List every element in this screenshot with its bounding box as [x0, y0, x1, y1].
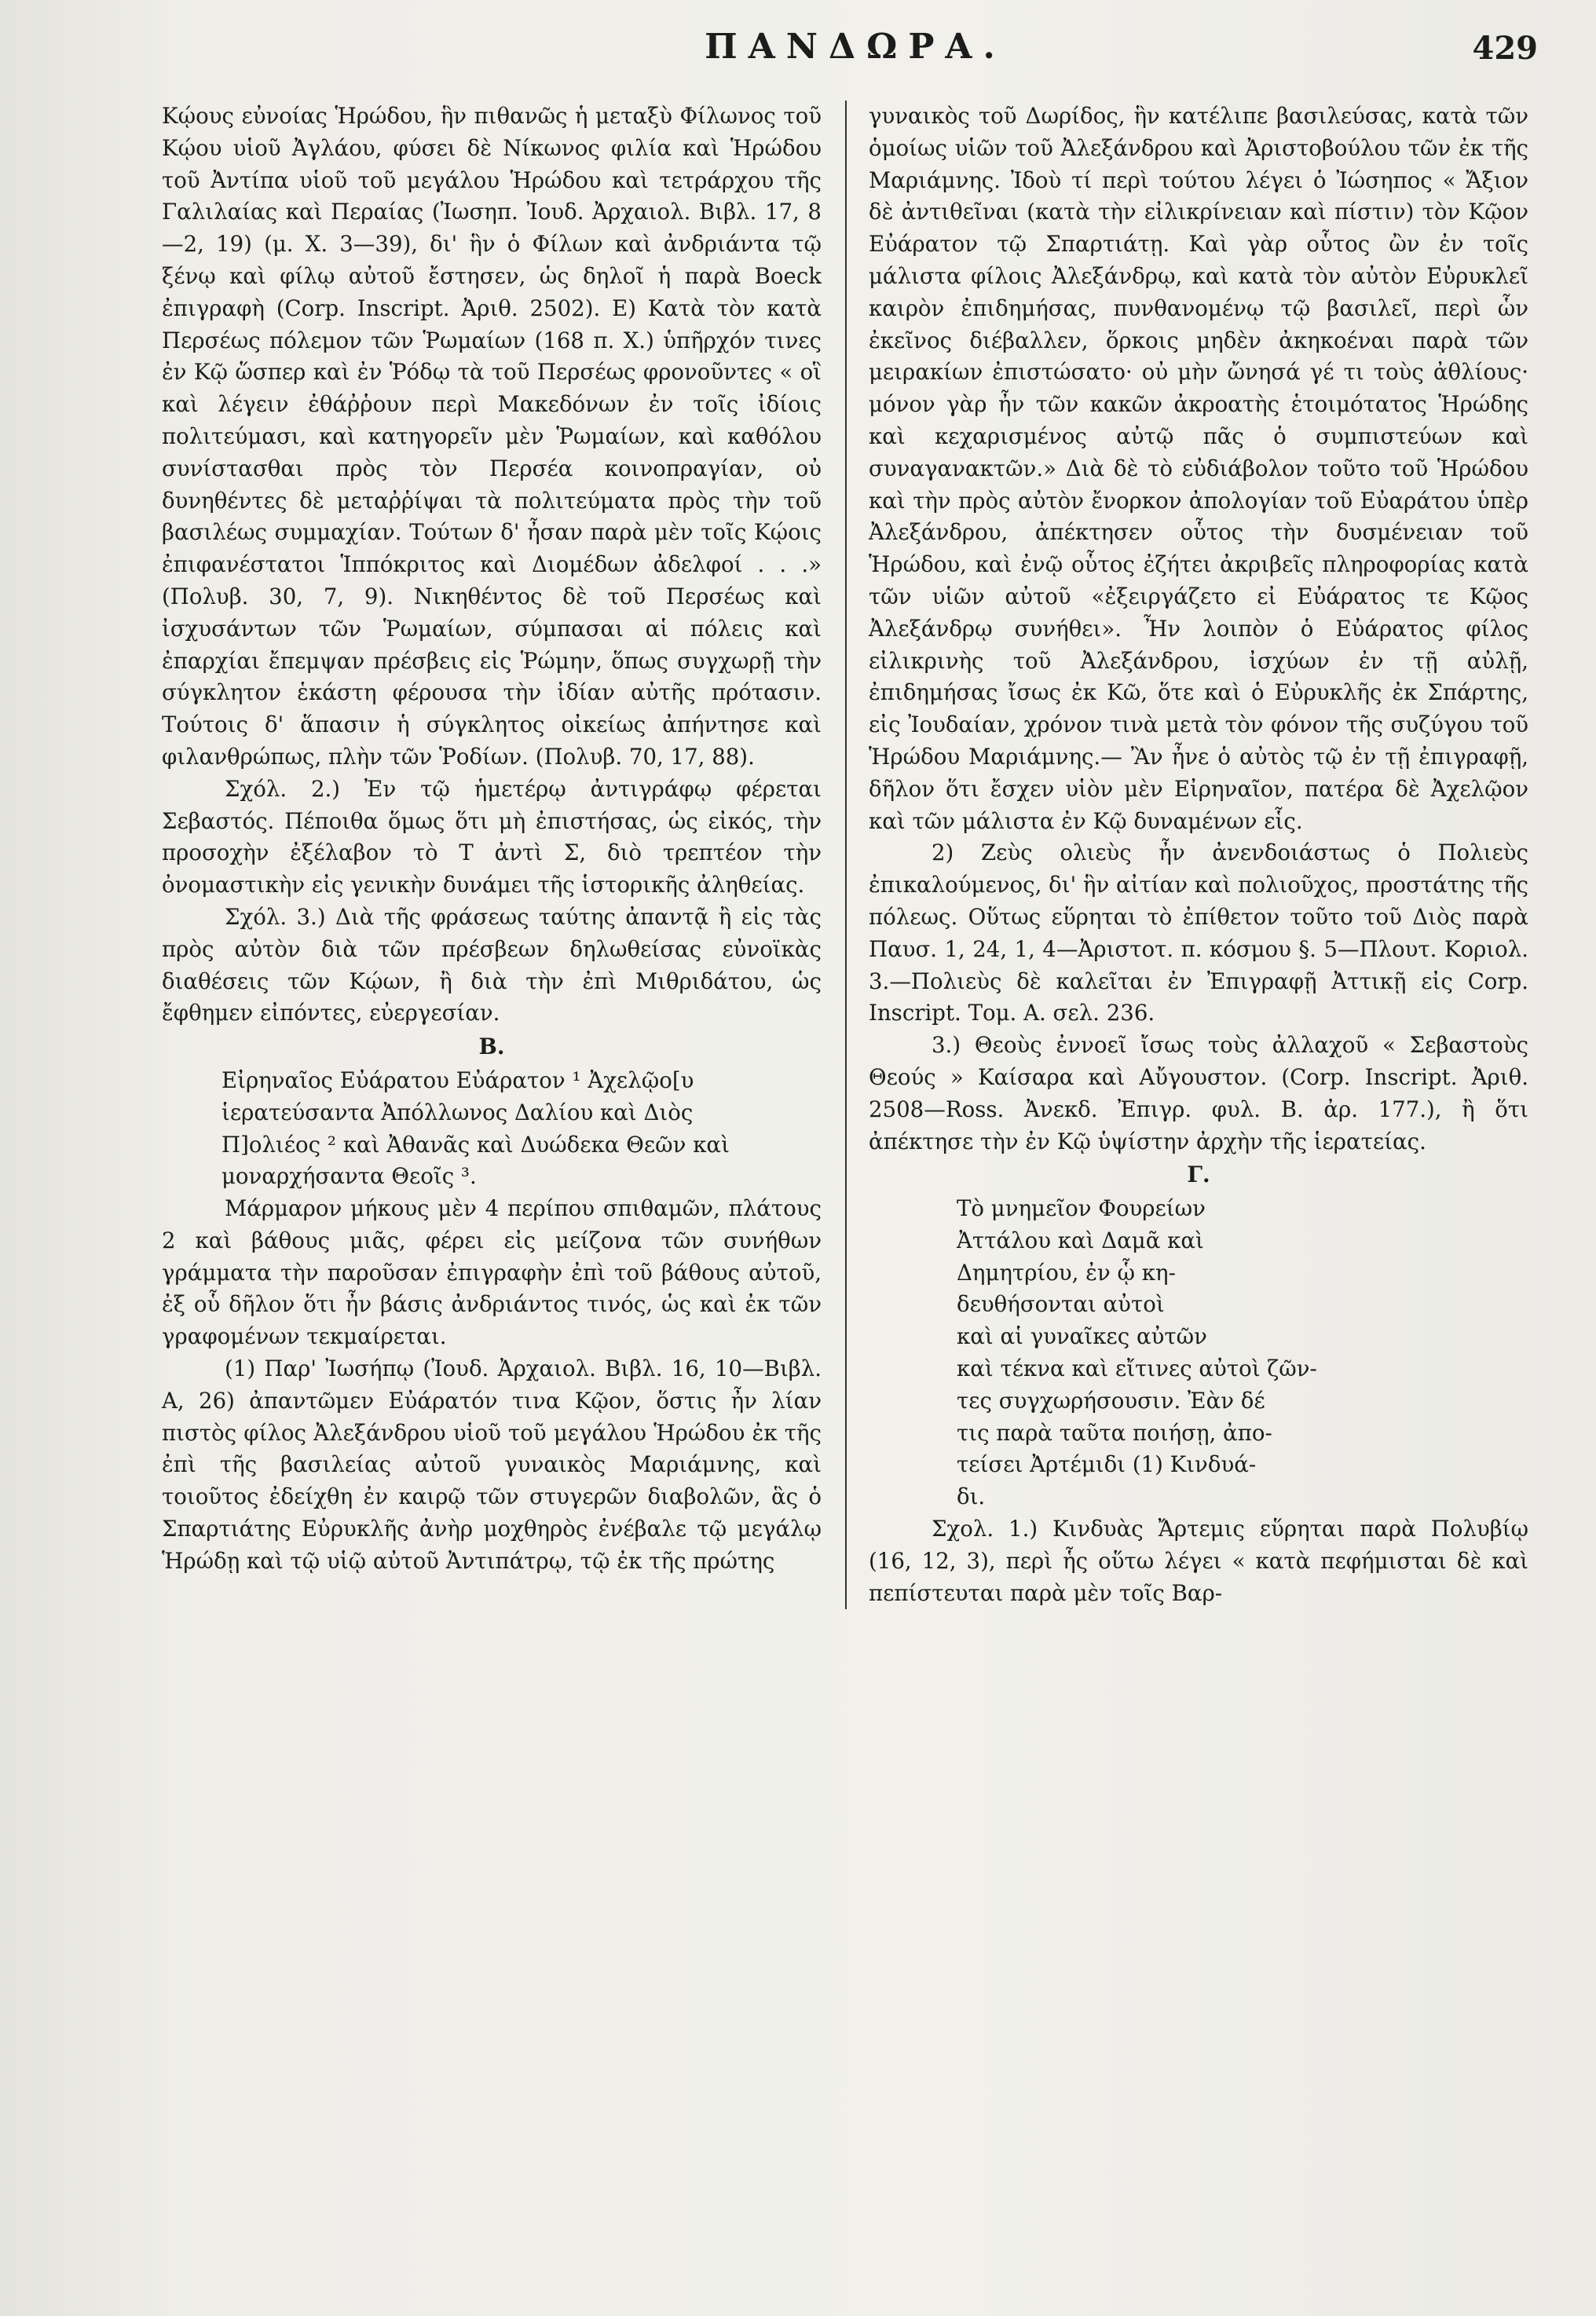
inscription-line: δι.: [957, 1484, 986, 1510]
paragraph: Μάρμαρον μήκους μὲν 4 περίπου σπιθαμῶν, πλάτους 2 καὶ βάθους μιᾶς, φέρει εἰς μείζονα τῶν συνήθων γράμματα τὴν παροῦσαν ἐπιγραφὴν ἐπὶ τοῦ βάθους αὐτοῦ, ἐξ οὗ δῆλον ὅτι ἦν βάσις ἀνδριάντος τινός, ὡς καὶ ἐκ τῶν γραφομένων τεκμαίρεται.: [162, 1195, 822, 1350]
page-header: [162, 22, 1549, 74]
paragraph: Κῴους εὐνοίας Ἡρώδου, ἣν πιθανῶς ἡ μεταξὺ Φίλωνος τοῦ Κῴου υἱοῦ Ἀγλάου, φύσει δὲ Νίκωνος φιλία καὶ Ἡρώδου τοῦ Ἀντίπα υἱοῦ τοῦ μεγάλου Ἡρώδου καὶ τετράρχου τῆς Γαλιλαίας καὶ Περαίας (Ἰωσηπ. Ἰουδ. Ἀρχαιολ. Βιβλ. 17, 8—2, 19) (μ. Χ. 3—39), δι' ἣν ὁ Φίλων καὶ ἀνδριάντα τῷ ξένῳ καὶ φίλῳ αὐτοῦ ἔστησεν, ὡς δηλοῖ ἡ παρὰ Boeck ἐπιγραφὴ (Corp. Inscript. Ἀριθ. 2502). Ε) Κατὰ τὸν κατὰ Περσέως πόλεμον τῶν Ῥωμαίων (168 π. Χ.) ὑπῆρχόν τινες ἐν Κῷ ὥσπερ καὶ ἐν Ῥόδῳ τὰ τοῦ Περσέως φρονοῦντες « οἳ καὶ λέγειν ἐθάῤῥουν περὶ Μακεδόνων ἐν τοῖς ἰδίοις πολιτεύμασι, καὶ κατηγορεῖν μὲν Ῥωμαίων, καὶ καθόλου συνίστασθαι πρὸς τὸν Περσέα κοινοπραγίαν, οὐ δυνηθέντες δὲ μεταῤῥίψαι τὰ πολιτεύματα πρὸς τὴν τοῦ βασιλέως συμμαχίαν. Τούτων δ' ἦσαν παρὰ μὲν τοῖς Κῴοις ἐπιφανέστατοι Ἱππόκριτος καὶ Διομέδων ἀδελφοί . . .» (Πολυβ. 30, 7, 9). Νικηθέντος δὲ τοῦ Περσέως καὶ ἰσχυσάντων τῶν Ῥωμαίων, σύμπασαι αἱ πόλεις καὶ ἐπαρχίαι ἔπεμψαν πρέσβεις εἰς Ῥώμην, ὅπως συγχωρῇ τὴν σύγκλητον ἑκάστη φέρουσα τὴν ἰδίαν αὐτῆς πρότασιν. Τούτοις δ' ἅπασιν ἡ σύγκλητος οἰκείως ἀπήντησε καὶ φιλανθρώπως, πλὴν τῶν Ῥοδίων. (Πολυβ. 70, 17, 88).: [162, 103, 822, 770]
inscription-line: μοναρχήσαντα Θεοῖς ³.: [221, 1163, 477, 1190]
inscription-line: καὶ αἱ γυναῖκες αὐτῶν: [957, 1323, 1207, 1350]
inscription-line: καὶ τέκνα καὶ εἴτινες αὐτοὶ ζῶν-: [957, 1356, 1317, 1382]
scholion-3: Σχόλ. 3.) Διὰ τῆς φράσεως ταύτης ἀπαντᾷ ἢ εἰς τὰς πρὸς αὐτὸν διὰ τῶν πρέσβεων δηλωθείσας εὐνοϊκὰς διαθέσεις τῶν Κῴων, ἢ διὰ τὴν ἐπὶ Μιθριδάτου, ὡς ἔφθημεν εἰπόντες, εὐεργεσίαν.: [162, 903, 822, 1026]
inscription-line: Τὸ μνημεῖον Φουρείων: [957, 1195, 1206, 1222]
inscription-line: Εἰρηναῖος Εὐάρατου Εὐάρατον ¹ Ἀχελῷο[υ: [221, 1067, 694, 1093]
footnote-3: 3.) Θεοὺς ἐννοεῖ ἴσως τοὺς ἀλλαχοῦ « Σεβαστοὺς Θεούς » Καίσαρα καὶ Αὔγουστον. (Corp. Inscript. Ἀριθ. 2508—Ross. Ἀνεκδ. Ἐπιγρ. φυλ. Β. ἀρ. 177.), ἢ ὅτι ἀπέκτησε τὴν ἐν Κῷ ὑψίστην ἀρχὴν τῆς ἱερατείας.: [869, 1032, 1528, 1154]
inscription-line: τείσει Ἀρτέμιδι (1) Κινδυά-: [957, 1451, 1257, 1478]
section-heading-g: Γ.: [1187, 1162, 1210, 1188]
inscription-line: Π]ολιέος ² καὶ Ἀθανᾶς καὶ Δυώδεκα Θεῶν καὶ: [221, 1131, 730, 1158]
footnote-2: 2) Ζεὺς ολιεὺς ἦν ἀνενδοιάστως ὁ Πολιεὺς ἐπικαλούμενος, δι' ἣν αἰτίαν καὶ πολιοῦχος, προστάτης τῆς πόλεως. Οὕτως εὕρηται τὸ ἐπίθετον τοῦτο τοῦ Διὸς παρὰ Παυσ. 1, 24, 1, 4—Ἀριστοτ. π. κόσμου §. 5—Πλουτ. Κοριολ. 3.—Πολιεὺς δὲ καλεῖται ἐν Ἐπιγραφῇ Ἀττικῇ εἰς Corp. Inscript. Τομ. Α. σελ. 236.: [869, 840, 1528, 1026]
page-number: 429: [1472, 30, 1538, 67]
inscription-line: ἱερατεύσαντα Ἀπόλλωνος Δαλίου καὶ Διὸς: [221, 1099, 694, 1125]
left-column: [162, 101, 822, 1578]
inscription-line: Ἀττάλου καὶ Δαμᾶ καὶ: [957, 1227, 1204, 1253]
two-column-body: [162, 101, 1549, 1609]
running-title: ΠΑΝΔΩΡΑ.: [705, 27, 1006, 67]
right-column: [869, 101, 1528, 1609]
footnote-1: (1) Παρ' Ἰωσήπῳ (Ἰουδ. Ἀρχαιολ. Βιβλ. 16, 10—Βιβλ. Α, 26) ἀπαντῶμεν Εὐάρατόν τινα Κῷον, ὅστις ἦν λίαν πιστὸς φίλος Ἀλεξάνδρου υἱοῦ τοῦ μεγάλου Ἡρώδου ἐκ τῆς ἐπὶ τῆς βασιλείας αὐτοῦ γυναικὸς Μαριάμνης, καὶ τοιοῦτος ἐδείχθη ἐν καιρῷ τῶν στυγερῶν διαβολῶν, ἃς ὁ Σπαρτιάτης Εὐρυκλῆς ἀνὴρ μοχθηρὸς ἐνέβαλε τῷ μεγάλῳ Ἡρώδῃ καὶ τῷ υἱῷ αὐτοῦ Ἀντιπάτρῳ, τῷ ἐκ τῆς πρώτης: [162, 1356, 822, 1574]
inscription-g: [869, 1193, 1528, 1513]
paragraph: γυναικὸς τοῦ Δωρίδος, ἣν κατέλιπε βασιλεύσας, κατὰ τῶν ὁμοίως υἱῶν τοῦ Ἀλεξάνδρου καὶ Ἀριστοβούλου τῶν ἐκ τῆς Μαριάμνης. Ἰδοὺ τί περὶ τούτου λέγει ὁ Ἰώσηπος « Ἄξιον δὲ ἀντιθεῖναι (κατὰ τὴν εἰλικρίνειαν καὶ πίστιν) τὸν Κῷον Εὐάρατον τῷ Σπαρτιάτῃ. Καὶ γὰρ οὗτος ὢν ἐν τοῖς μάλιστα φίλοις Ἀλεξάνδρῳ, καὶ κατὰ τὸν αὐτὸν Εὐρυκλεῖ καιρὸν ἐπιδημήσας, πυνθανομένῳ τῷ βασιλεῖ, περὶ ὧν ἐκεῖνος διέβαλλεν, ὅρκοις μηδὲν ἀκηκοέναι παρὰ τῶν μειρακίων ἐπιστώσατο· οὐ μὴν ὤνησά γέ τι τοὺς ἀθλίους· μόνον γὰρ ἦν τῶν κακῶν ἀκροατὴς ἑτοιμότατος Ἡρώδης καὶ κεχαρισμένος αὐτῷ πᾶς ὁ συμπιστεύων καὶ συναγανακτῶν.» Διὰ δὲ τὸ εὐδιάβολον τοῦτο τοῦ Ἡρώδου καὶ τὴν πρὸς αὐτὸν ἔνορκον ἀπολογίαν τοῦ Εὐαράτου ὑπὲρ Ἀλεξάνδρου, ἀπέκτησεν οὗτος τὴν δυσμένειαν τοῦ Ἡρώδου, καὶ ἐνῷ οὗτος ἐζήτει ἀκριβεῖς πληροφορίας κατὰ τῶν υἱῶν αὐτοῦ «ἐξειργάζετο εἰ Εὐάρατος τε Κῷος Ἀλεξάνδρῳ συνήθει». Ἦν λοιπὸν ὁ Εὐάρατος φίλος εἰλικρινὴς τοῦ Ἀλεξάνδρου, ἰσχύων ἐν τῇ αὐλῇ, ἐπιδημήσας ἴσως ἐκ Κῶ, ὅτε καὶ ὁ Εὐρυκλῆς ἐκ Σπάρτης, εἰς Ἰουδαίαν, χρόνον τινὰ μετὰ τὸν φόνον τῆς συζύγου τοῦ Ἡρώδου Μαριάμνης.— Ἂν ἦνε ὁ αὐτὸς τῷ ἐν τῇ ἐπιγραφῇ, δῆλον ὅτι ἔσχεν υἱὸν μὲν Εἰρηναῖον, πατέρα δὲ Ἀχελῷον καὶ τῶν μάλιστα ἐν Κῷ δυναμένων εἷς.: [869, 103, 1528, 834]
section-heading-b: Β.: [478, 1034, 505, 1060]
scholion-1: Σχολ. 1.) Κινδυὰς Ἄρτεμις εὕρηται παρὰ Πολυβίῳ (16, 12, 3), περὶ ἧς οὕτω λέγει « κατὰ πεφήμισται δὲ καὶ πεπίστευται παρὰ μὲν τοῖς Βαρ-: [869, 1516, 1528, 1606]
inscription-line: τες συγχωρήσουσιν. Ἐὰν δέ: [957, 1387, 1265, 1414]
inscription-line: δευθήσονται αὐτοὶ: [957, 1291, 1165, 1318]
inscription-line: Δημητρίου, ἐν ᾧ κη-: [957, 1259, 1176, 1286]
column-divider: [845, 101, 847, 1609]
scholion-2: Σχόλ. 2.) Ἐν τῷ ἡμετέρῳ ἀντιγράφῳ φέρεται Σεβαστός. Πέποιθα ὅμως ὅτι μὴ ἐπιστήσας, ὡς εἰκός, τὴν προσοχὴν ἐξέλαβον τὸ Τ ἀντὶ Σ, διὸ τρεπτέον τὴν ὀνομαστικὴν εἰς γενικὴν δυνάμει τῆς ἱστορικῆς ἀληθείας.: [162, 775, 822, 898]
inscription-b: [162, 1065, 822, 1193]
inscription-line: τις παρὰ ταῦτα ποιήσῃ, ἀπο-: [957, 1419, 1272, 1446]
